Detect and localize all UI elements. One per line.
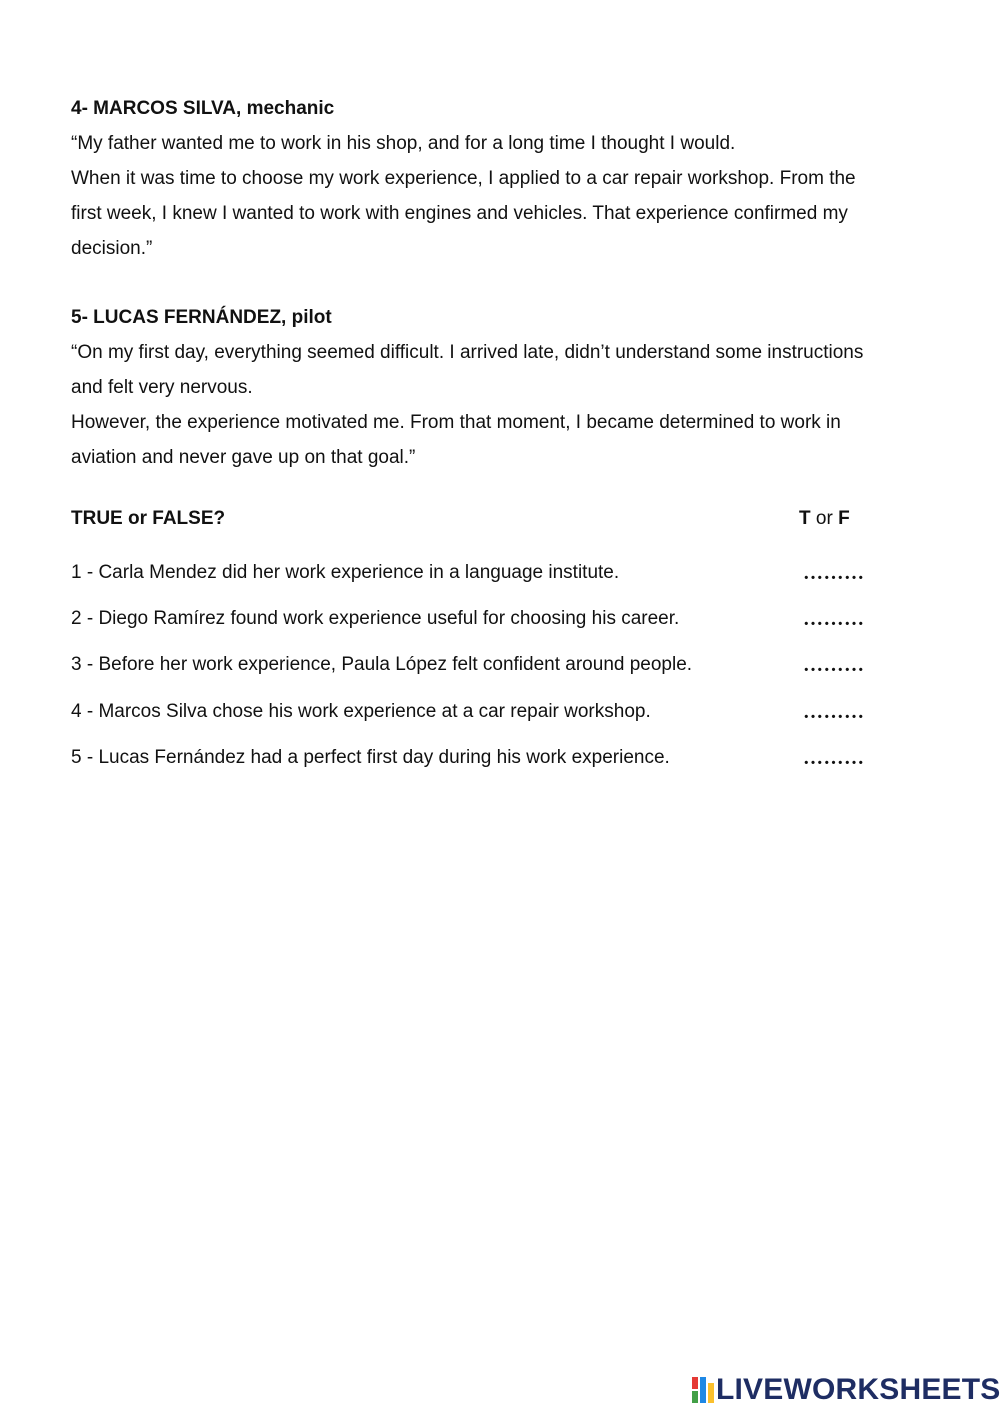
quiz-question-row xyxy=(71,700,871,724)
section-heading: 4- MARCOS SILVA, mechanic xyxy=(71,98,335,119)
section-marcos-silva xyxy=(71,91,931,266)
section-heading: 5- LUCAS FERNÁNDEZ, pilot xyxy=(71,307,332,328)
quiz-question-row xyxy=(71,607,871,631)
header-false: F xyxy=(838,508,850,529)
logo-text: LIVEWORKSHEETS xyxy=(716,1373,1000,1406)
paragraph-line: first week, I knew I wanted to work with engines and vehicles. That experience confirmed my xyxy=(71,203,848,224)
paragraph-line: When it was time to choose my work experience, I applied to a car repair workshop. From the xyxy=(71,168,856,189)
answer-blank[interactable]: ……… xyxy=(803,608,865,630)
question-text: 1 - Carla Mendez did her work experience in a language institute. xyxy=(71,562,620,583)
answer-blank[interactable]: ……… xyxy=(803,654,865,676)
answer-blank[interactable]: ……… xyxy=(803,562,865,584)
header-true: T xyxy=(799,508,811,529)
quiz-column-header xyxy=(799,507,850,531)
logo-blocks-icon xyxy=(692,1377,714,1403)
liveworksheets-logo xyxy=(692,1373,1000,1407)
paragraph-line: decision.” xyxy=(71,238,153,259)
paragraph-line: “My father wanted me to work in his shop, and for a long time I thought I would. xyxy=(71,133,736,154)
answer-blank[interactable]: ……… xyxy=(803,747,865,769)
quiz-question-row xyxy=(71,746,871,770)
answer-blank[interactable]: ……… xyxy=(803,701,865,723)
paragraph-line: and felt very nervous. xyxy=(71,377,253,398)
section-lucas-fernandez xyxy=(71,300,931,475)
paragraph-line: However, the experience motivated me. From that moment, I became determined to work in xyxy=(71,412,841,433)
question-text: 5 - Lucas Fernández had a perfect first day during his work experience. xyxy=(71,747,670,768)
quiz-question-row xyxy=(71,561,871,585)
question-text: 3 - Before her work experience, Paula López felt confident around people. xyxy=(71,654,693,675)
header-or: or xyxy=(815,508,833,529)
quiz-title: TRUE or FALSE? xyxy=(71,508,226,529)
question-text: 2 - Diego Ramírez found work experience useful for choosing his career. xyxy=(71,608,680,629)
quiz-question-row xyxy=(71,653,871,677)
question-text: 4 - Marcos Silva chose his work experience at a car repair workshop. xyxy=(71,701,651,722)
paragraph-line: “On my first day, everything seemed difficult. I arrived late, didn’t understand some instructions xyxy=(71,342,864,363)
paragraph-line: aviation and never gave up on that goal.” xyxy=(71,447,416,468)
